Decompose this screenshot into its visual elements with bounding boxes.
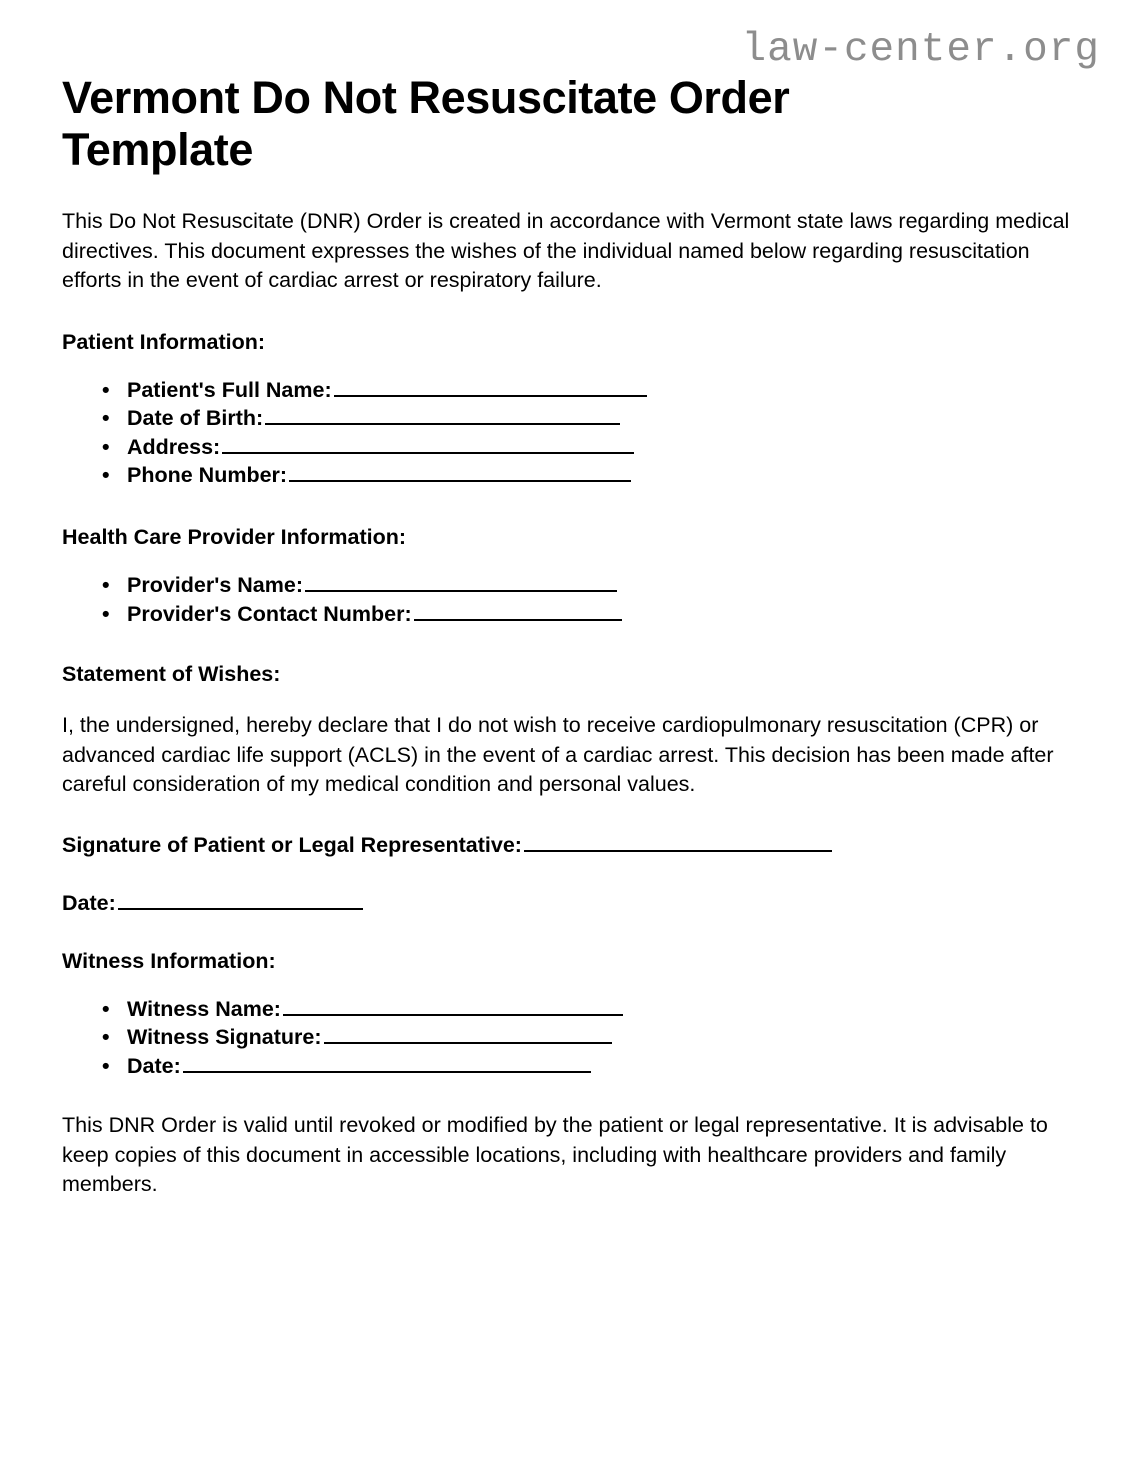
field-label: Provider's Contact Number:: [127, 601, 412, 626]
list-item: [96, 376, 1071, 405]
section-heading-witness-information: Witness Information:: [62, 948, 276, 973]
provider-name-blank[interactable]: [305, 572, 617, 592]
list-item: [96, 1023, 1071, 1052]
statement-of-wishes-body: I, the undersigned, hereby declare that I do not wish to receive cardiopulmonary resuscitation (CPR) or advanced cardiac life support (ACLS) in the event of a cardiac arrest. This decision has been made after careful consideration of my medical condition and personal values.: [62, 713, 1054, 797]
section-heading-statement-of-wishes: Statement of Wishes:: [62, 662, 281, 687]
bullet-icon: •: [102, 434, 110, 459]
patient-full-name-blank[interactable]: [334, 377, 647, 397]
list-item: [96, 404, 1071, 433]
intro-paragraph: This Do Not Resuscitate (DNR) Order is created in accordance with Vermont state laws regarding medical directives. This document expresses the wishes of the individual named below regarding resuscitation efforts in the event of cardiac arrest or respiratory failure.: [62, 209, 1070, 293]
field-label: Patient's Full Name:: [127, 377, 332, 402]
bullet-icon: •: [102, 1053, 110, 1078]
provider-information-field-list: [62, 571, 1071, 628]
site-watermark: law-center.org: [741, 27, 1100, 73]
bullet-icon: •: [102, 406, 110, 431]
witness-name-blank[interactable]: [283, 996, 623, 1016]
phone-number-blank[interactable]: [289, 462, 631, 482]
bullet-icon: •: [102, 572, 110, 597]
date-line: [62, 889, 1071, 918]
bullet-icon: •: [102, 1025, 110, 1050]
field-label: Date:: [127, 1053, 181, 1078]
field-label: Provider's Name:: [127, 572, 303, 597]
list-item: [96, 433, 1071, 462]
signature-blank[interactable]: [524, 832, 832, 852]
list-item: [96, 995, 1071, 1024]
witness-information-field-list: [62, 995, 1071, 1081]
page-title: Vermont Do Not Resuscitate Order Template: [62, 72, 790, 176]
section-heading-patient-information: Patient Information:: [62, 329, 266, 354]
bullet-icon: •: [102, 463, 110, 488]
list-item: [96, 1052, 1071, 1081]
list-item: [96, 461, 1071, 490]
list-item: [96, 600, 1071, 629]
bullet-icon: •: [102, 996, 110, 1021]
date-of-birth-blank[interactable]: [265, 405, 620, 425]
witness-date-blank[interactable]: [183, 1053, 591, 1073]
address-blank[interactable]: [222, 434, 634, 454]
list-item: [96, 571, 1071, 600]
field-label: Witness Name:: [127, 996, 281, 1021]
field-label: Phone Number:: [127, 463, 288, 488]
signature-line: [62, 831, 1071, 860]
provider-contact-number-blank[interactable]: [414, 601, 622, 621]
witness-signature-blank[interactable]: [324, 1024, 612, 1044]
section-heading-provider-information: Health Care Provider Information:: [62, 525, 407, 550]
closing-paragraph: This DNR Order is valid until revoked or modified by the patient or legal representative. It is advisable to keep copies of this document in accessible locations, including with healthcare providers and family members.: [62, 1113, 1048, 1197]
signature-label: Signature of Patient or Legal Representative:: [62, 833, 522, 858]
bullet-icon: •: [102, 601, 110, 626]
field-label: Date of Birth:: [127, 406, 264, 431]
bullet-icon: •: [102, 377, 110, 402]
field-label: Witness Signature:: [127, 1025, 322, 1050]
date-label: Date:: [62, 891, 116, 916]
field-label: Address:: [127, 434, 221, 459]
patient-information-field-list: [62, 376, 1071, 490]
signature-date-blank[interactable]: [118, 890, 363, 910]
